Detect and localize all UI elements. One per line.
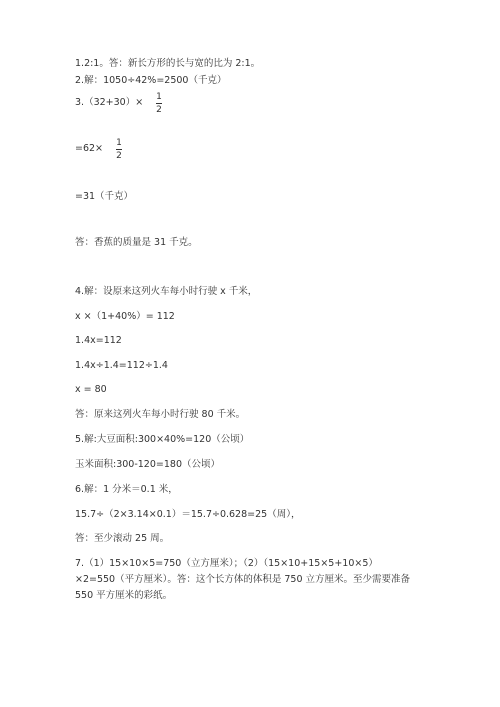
equation-line: x = 80 [75,384,107,395]
answer-1-line: 1.2:1。答：新长方形的长与宽的比为 2:1。 [75,58,261,69]
answer-4-conclusion: 答：原来这列火车每小时行驶 80 千米。 [75,409,246,420]
fraction-numerator: 1 [156,92,162,102]
answer-4-line: 4.解：设原来这列火车每小时行驶 x 千米， [75,286,258,297]
answer-7-line-2: ×2=550（平方厘米）。答：这个长方体的体积是 750 立方厘米。至少需要准备 [75,574,411,585]
equation-line: x ×（1+40%）= 112 [75,311,175,322]
fraction-denominator: 2 [116,151,122,161]
answer-5-line: 5.解:大豆面积:300×40%=120（公顷） [75,434,250,445]
answer-3-result-line: =31（千克） [75,191,134,202]
answer-3-line: 3.（32+30）× [75,97,144,108]
equation-line: 1.4x÷1.4=112÷1.4 [75,360,168,371]
fraction-bar [156,103,162,104]
answer-3-conclusion: 答：香蕉的质量是 31 千克。 [75,237,198,248]
answer-2-line: 2.解：1050÷42%=2500（千克） [75,75,227,86]
answer-7-line: 7.（1）15×10×5=750（立方厘米）；（2）（15×10+15×5+10×5） [75,558,378,569]
fraction-bar [116,149,122,150]
answer-7-line-3: 550 平方厘米的彩纸。 [75,590,173,601]
answer-3-step-line: =62× [75,143,104,154]
answer-6-conclusion: 答：至少滚动 25 周。 [75,533,170,544]
fraction-denominator: 2 [156,105,162,115]
equation-line: 1.4x=112 [75,335,122,346]
fraction-numerator: 1 [116,138,122,148]
answer-6-line-2: 15.7÷（2×3.14×0.1）＝15.7÷0.628=25（周）， [75,509,301,520]
answer-6-line: 6.解：1 分米＝0.1 米， [75,484,178,495]
fraction-one-half [116,138,122,161]
fraction-one-half [156,92,162,115]
answer-5-line-2: 玉米面积:300-120=180（公顷） [75,459,220,470]
